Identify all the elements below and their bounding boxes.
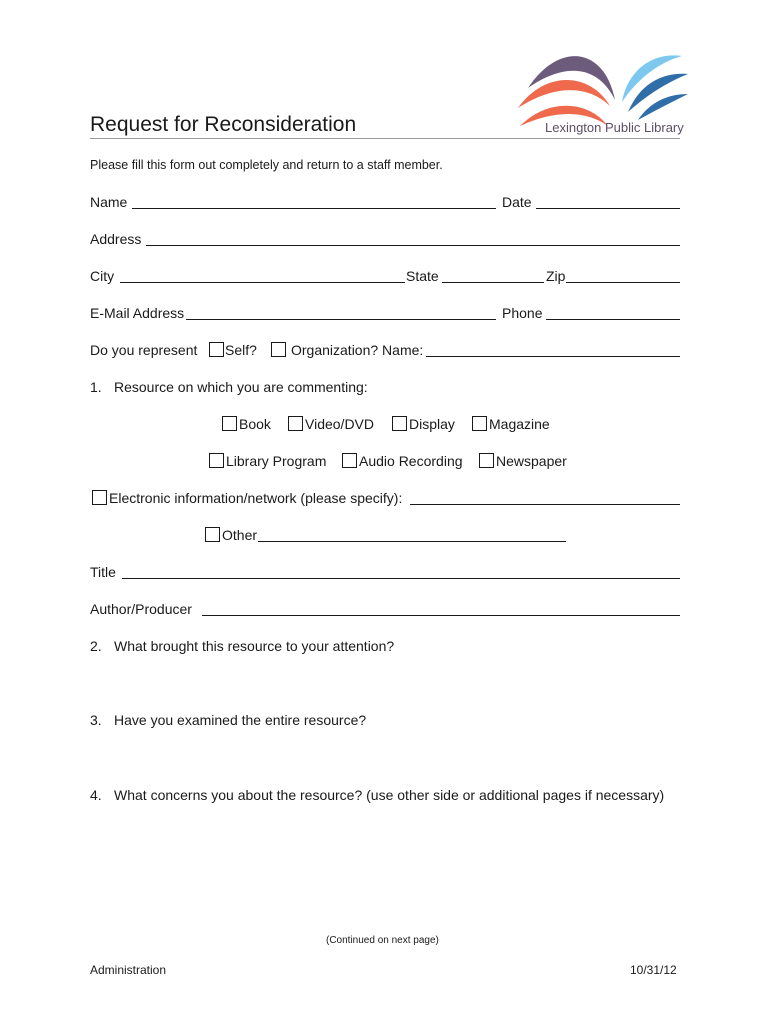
address-label: Address <box>90 231 142 247</box>
book-label: Book <box>239 416 271 432</box>
name-label: Name <box>90 194 128 210</box>
author-field[interactable] <box>202 615 680 616</box>
logo-text: Lexington Public Library <box>545 120 684 135</box>
phone-label: Phone <box>502 305 543 321</box>
author-label: Author/Producer <box>90 601 192 617</box>
newspaper-label: Newspaper <box>496 453 567 469</box>
state-label: State <box>406 268 439 284</box>
electronic-checkbox[interactable] <box>92 490 107 505</box>
q3-number: 3. <box>90 712 102 728</box>
library-program-label: Library Program <box>226 453 327 469</box>
zip-label: Zip <box>546 268 566 284</box>
book-checkbox[interactable] <box>222 416 237 431</box>
display-checkbox[interactable] <box>392 416 407 431</box>
other-field[interactable] <box>258 541 566 542</box>
city-label: City <box>90 268 115 284</box>
self-checkbox[interactable] <box>209 342 224 357</box>
zip-field[interactable] <box>566 282 680 283</box>
footer-date: 10/31/12 <box>630 963 677 977</box>
q4-text: What concerns you about the resource? (use other side or additional pages if necessary) <box>114 787 665 803</box>
state-field[interactable] <box>442 282 544 283</box>
organization-name-field[interactable] <box>426 356 680 357</box>
audio-recording-label: Audio Recording <box>359 453 463 469</box>
q2-number: 2. <box>90 638 102 654</box>
organization-checkbox[interactable] <box>271 342 286 357</box>
video-checkbox[interactable] <box>288 416 303 431</box>
page-title: Request for Reconsideration <box>90 113 357 136</box>
footer-left: Administration <box>90 963 167 977</box>
magazine-label: Magazine <box>489 416 550 432</box>
email-field[interactable] <box>186 319 496 320</box>
date-field[interactable] <box>536 208 680 209</box>
other-checkbox[interactable] <box>205 527 220 542</box>
resource-title-label: Title <box>90 564 116 580</box>
newspaper-checkbox[interactable] <box>479 453 494 468</box>
magazine-checkbox[interactable] <box>472 416 487 431</box>
electronic-field[interactable] <box>410 504 680 505</box>
address-field[interactable] <box>146 245 680 246</box>
q1-number: 1. <box>90 379 102 395</box>
q2-text: What brought this resource to your attention? <box>114 638 395 654</box>
represent-label: Do you represent <box>90 342 198 358</box>
email-label: E-Mail Address <box>90 305 185 321</box>
resource-title-field[interactable] <box>122 578 680 579</box>
city-field[interactable] <box>120 282 405 283</box>
q3-text: Have you examined the entire resource? <box>114 712 367 728</box>
q1-text: Resource on which you are commenting: <box>114 379 368 395</box>
library-program-checkbox[interactable] <box>209 453 224 468</box>
phone-field[interactable] <box>546 319 680 320</box>
title-rule <box>90 138 680 139</box>
date-label: Date <box>502 194 532 210</box>
organization-label: Organization? Name: <box>291 342 424 358</box>
electronic-label: Electronic information/network (please specify): <box>109 490 403 506</box>
q4-number: 4. <box>90 787 102 803</box>
name-field[interactable] <box>132 208 496 209</box>
intro-text: Please fill this form out completely and return to a staff member. <box>90 158 443 172</box>
display-label: Display <box>409 416 455 432</box>
continued-note: (Continued on next page) <box>326 935 439 946</box>
audio-recording-checkbox[interactable] <box>342 453 357 468</box>
logo-blue-arc-2 <box>638 94 688 120</box>
other-label: Other <box>222 527 258 543</box>
video-label: Video/DVD <box>305 416 375 432</box>
self-label: Self? <box>225 342 257 358</box>
